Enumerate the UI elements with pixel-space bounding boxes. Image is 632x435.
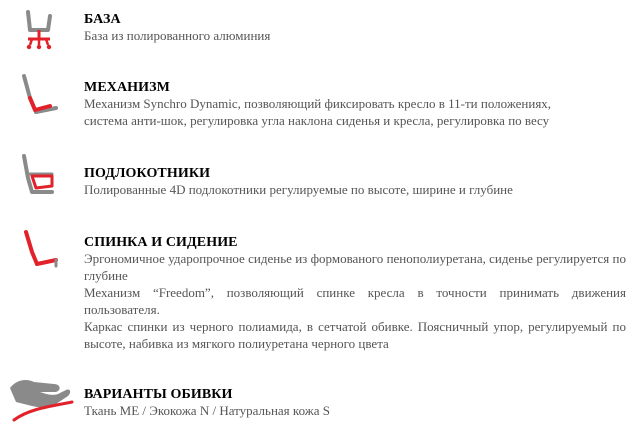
section-text-line: Ткань ME / Экокожа N / Натуральная кожа S: [84, 403, 330, 418]
section-paragraph: Механизм “Freedom”, позволяющий спинке кресла в точности принимать движения пользователя.: [84, 285, 626, 317]
section-text-line: База из полированного алюминия: [84, 28, 271, 43]
section-text-line: система анти-шок, регулировка угла наклона сиденья и кресла, регулировка по весу: [84, 113, 550, 128]
section-armrests: [84, 166, 626, 198]
section-text-line: Механизм Synchro Dynamic, позволяющий фиксировать кресло в 11-ти положениях,: [84, 96, 552, 111]
section-back-seat: [84, 235, 626, 352]
section-title: ВАРИАНТЫ ОБИВКИ: [84, 387, 233, 402]
section-mechanism: [84, 80, 626, 129]
section-base: [84, 12, 626, 44]
section-paragraph: Эргономичное ударопрочное сиденье из формованого пенополиуретана, сиденье регулируется по глубине: [84, 251, 626, 283]
armrest-icon: [18, 152, 58, 198]
section-title: СПИНКА И СИДЕНИЕ: [84, 235, 238, 250]
section-text-line: Полированные 4D подлокотники регулируемые по высоте, ширине и глубине: [84, 182, 513, 197]
section-title: МЕХАНИЗМ: [84, 80, 170, 95]
backrest-seat-icon: [18, 226, 62, 272]
section-upholstery: [84, 387, 626, 419]
section-paragraph: Каркас спинки из черного полиамида, в сетчатой обивке. Поясничный упор, регулируемый по высоте, набивка из мягкого полиуретана черного цвета: [84, 319, 626, 351]
section-title: ПОДЛОКОТНИКИ: [84, 166, 211, 181]
hand-fabric-icon: [6, 370, 76, 426]
seat-mechanism-icon: [16, 72, 60, 118]
chair-base-icon: [20, 6, 60, 50]
section-title: БАЗА: [84, 12, 121, 27]
